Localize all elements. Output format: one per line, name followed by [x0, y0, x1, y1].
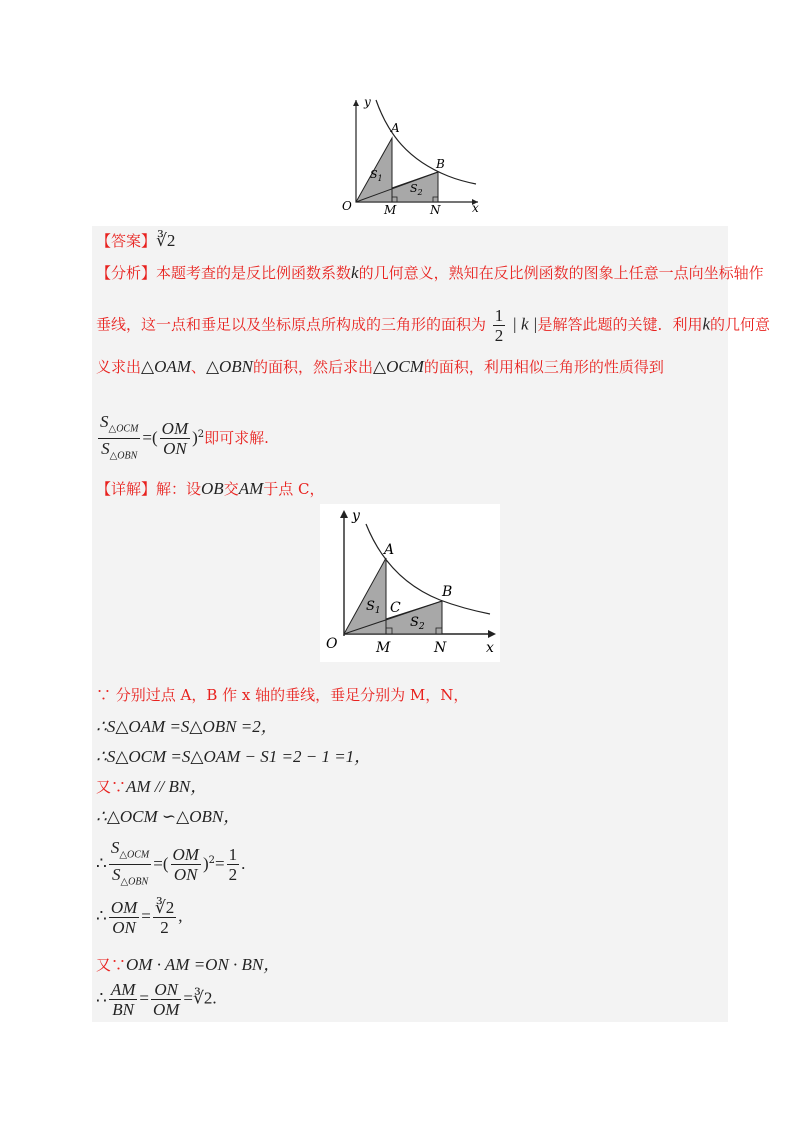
label-b-2: B: [442, 584, 453, 600]
analysis-line-4: $\frac{S_{\triangle OCM}}{S_{\triangle OBN}}$ =( $\frac{OM}{ON}$ )$^2$即可求解.: [96, 412, 269, 466]
answer-value: ∛2: [156, 231, 176, 250]
label-s1-2: $S_1$: [366, 599, 381, 616]
label-m-2: M: [376, 640, 391, 656]
label-s2-2: $S_2$: [410, 615, 425, 632]
label-a-2: A: [384, 542, 395, 558]
fraction-half: $\frac{1}{2}$: [494, 306, 504, 345]
label-o-2: O: [326, 636, 338, 652]
step-9: ∴ $\frac{AM}{BN}$ = $\frac{ON}{OM}$ =∛2.: [96, 980, 217, 1019]
analysis-line-1: 【分析】本题考查的是反比例函数系数k的几何意义，熟知在反比例函数的图象上任意一点向坐标轴作: [96, 263, 764, 282]
label-s1: $S_1$: [370, 168, 383, 183]
analysis-tag: 【分析】: [96, 264, 157, 282]
label-m: M: [384, 203, 397, 216]
detail-graph-figure: [320, 504, 500, 662]
step-6: ∴ $\frac{S_{\triangle OCM}}{S_{\triangle OBN}}$ =( $\frac{OM}{ON}$ )$^2$= $\frac{1}{2}$ .: [96, 838, 246, 888]
ratio-fraction: $\frac{S_{\triangle OCM}}{S_{\triangle OBN}}$: [100, 412, 139, 462]
step-7: ∴ $\frac{OM}{ON}$ = $\frac{∛2}{2}$ ,: [96, 898, 183, 937]
label-x: x: [472, 201, 479, 215]
detail-line: 【详解】解：设OB交AM于点 C，: [96, 479, 325, 498]
analysis-line-3: 义求出△OAM、△OBN的面积，然后求出△OCM的面积，利用相似三角形的性质得到: [96, 357, 664, 376]
step-8: 又∵OM · AM =ON · BN，: [96, 955, 281, 974]
step-1: ∵ 分别过点 A，B 作 x 轴的垂线，垂足分别为 M，N，: [96, 686, 469, 704]
label-a: A: [391, 121, 400, 135]
step-3: ∴S△OCM =S△OAM − S1 =2 − 1 =1，: [96, 747, 372, 766]
label-y-2: y: [352, 508, 360, 524]
label-n: N: [430, 203, 441, 216]
step-5: ∴△OCM ∽△OBN，: [96, 807, 241, 826]
label-c-2: C: [390, 600, 401, 616]
label-n-2: N: [434, 640, 447, 656]
label-b: B: [436, 157, 445, 171]
label-s2: $S_2$: [410, 182, 423, 197]
analysis-line-2: 垂线，这一点和垂足以及坐标原点所构成的三角形的面积为 $\frac{1}{2}$ | k |是解答此题的关键．利用k的几何意: [96, 306, 771, 345]
answer-tag: 【答案】: [96, 232, 157, 250]
label-x-2: x: [486, 640, 494, 656]
label-o: O: [342, 199, 352, 213]
step-2: ∴S△OAM =S△OBN =2，: [96, 717, 278, 736]
detail-tag: 【详解】: [96, 480, 157, 498]
answer-line: [96, 230, 175, 251]
top-graph-figure: [338, 94, 486, 216]
triangle-s1-2: [344, 558, 386, 634]
label-y: y: [364, 95, 371, 109]
step-4: 又∵AM // BN，: [96, 777, 208, 796]
